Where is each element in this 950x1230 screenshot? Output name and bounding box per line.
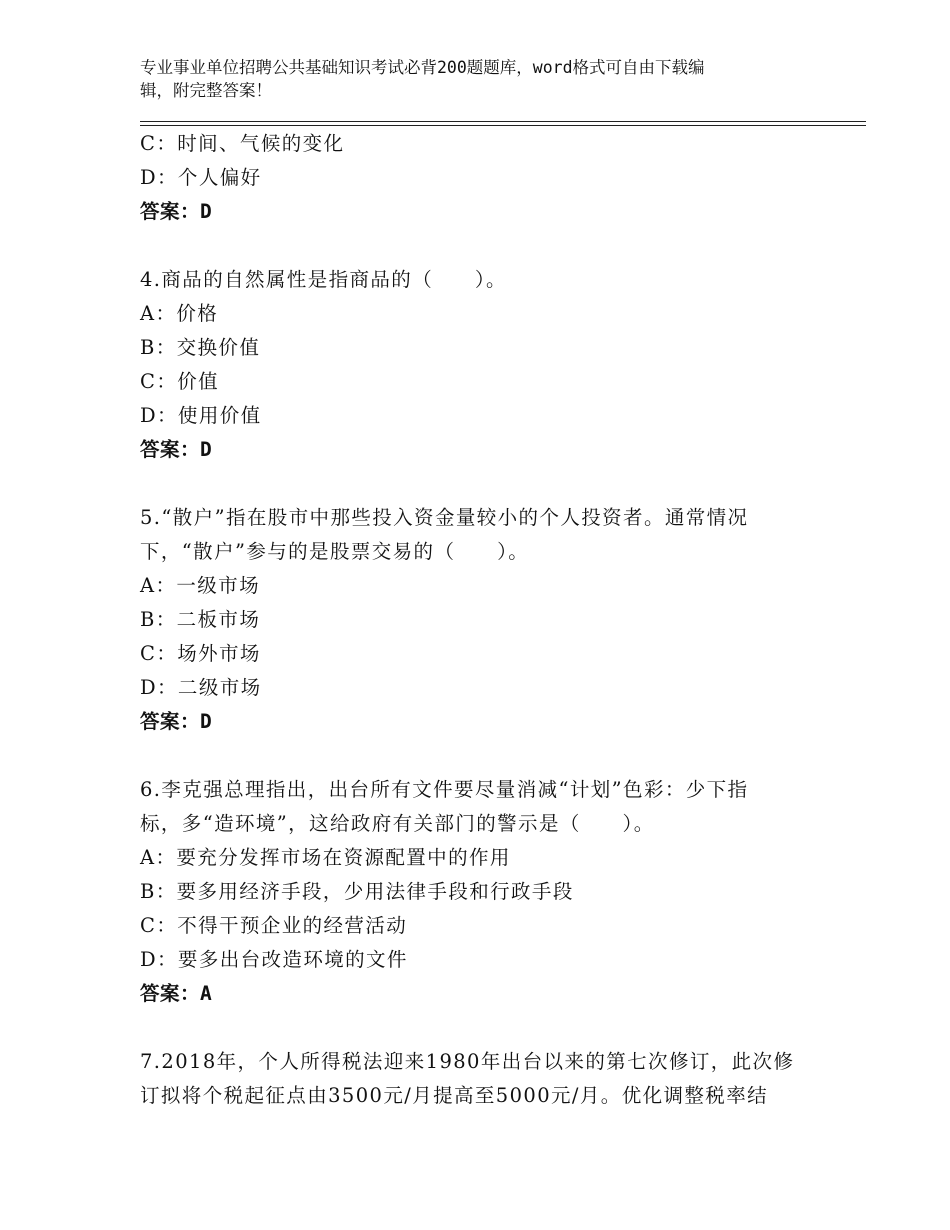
option-d: D：使用价值	[140, 404, 262, 427]
question-stem-line-2: 订拟将个税起征点由3500元/月提高至5000元/月。优化调整税率结	[140, 1084, 768, 1107]
option-b: B：要多用经济手段，少用法律手段和行政手段	[140, 880, 574, 903]
question-7	[140, 1045, 820, 1113]
option-d: D：要多出台改造环境的文件	[140, 948, 408, 971]
option-a: A：一级市场	[140, 574, 260, 597]
question-stem-line-2: 下，“散户”参与的是股票交易的（ ）。	[140, 540, 530, 563]
question-stem-line-1: 7.2018年，个人所得税法迎来1980年出台以来的第七次修订，此次修	[140, 1050, 795, 1073]
question-stem-line-1: 5.“散户”指在股市中那些投入资金量较小的个人投资者。通常情况	[140, 506, 749, 529]
option-c: C：不得干预企业的经营活动	[140, 914, 408, 937]
header-rule-top	[140, 121, 866, 122]
question-5	[140, 501, 820, 739]
question-list	[140, 127, 820, 1113]
question-stem: 4.商品的自然属性是指商品的（ ）。	[140, 268, 507, 291]
question-gap	[140, 739, 820, 773]
option-c: C：场外市场	[140, 642, 261, 665]
question-gap	[140, 467, 820, 501]
option-a: A：价格	[140, 302, 219, 325]
option-a: A：要充分发挥市场在资源配置中的作用	[140, 846, 511, 869]
document-header	[140, 56, 800, 102]
answer-label: 答案：D	[140, 438, 213, 461]
header-rule-bottom	[140, 125, 866, 126]
answer-label: 答案：A	[140, 982, 213, 1005]
answer-label: 答案：D	[140, 200, 213, 223]
option-d: D：个人偏好	[140, 166, 262, 189]
question-3-continued	[140, 127, 820, 229]
question-4	[140, 263, 820, 467]
question-stem-line-1: 6.李克强总理指出，出台所有文件要尽量消减“计划”色彩：少下指	[140, 778, 749, 801]
header-line-2: 辑，附完整答案！	[140, 81, 272, 100]
option-b: B：二板市场	[140, 608, 261, 631]
answer-label: 答案：D	[140, 710, 213, 733]
option-c: C：时间、气候的变化	[140, 132, 345, 155]
header-line-1: 专业事业单位招聘公共基础知识考试必背200题题库，word格式可自由下载编	[140, 58, 705, 77]
question-gap	[140, 1011, 820, 1045]
option-b: B：交换价值	[140, 336, 261, 359]
question-stem-line-2: 标，多“造环境”，这给政府有关部门的警示是（ ）。	[140, 812, 655, 835]
option-c: C：价值	[140, 370, 220, 393]
question-6	[140, 773, 820, 1011]
question-gap	[140, 229, 820, 263]
option-d: D：二级市场	[140, 676, 262, 699]
